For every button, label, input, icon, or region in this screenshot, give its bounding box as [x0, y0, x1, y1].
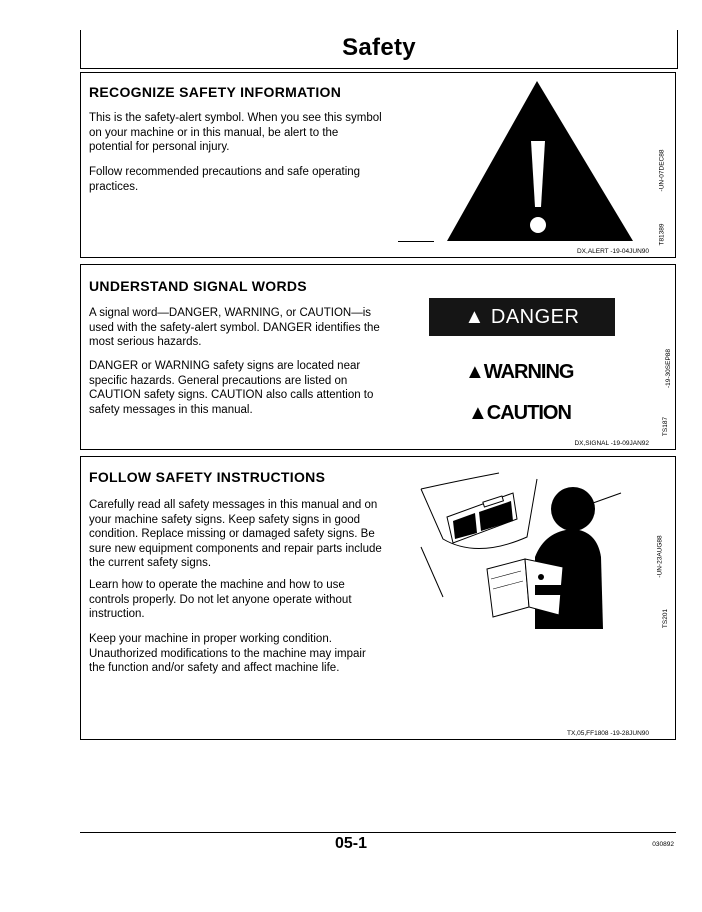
image-code: -UN-23AUG88: [656, 535, 664, 578]
warning-triangle-icon: ▲: [464, 306, 485, 328]
page-number: 05-1: [334, 835, 368, 852]
paragraph: Follow recommended precautions and safe operating practices.: [89, 166, 361, 193]
reference-code: TX,05,FF1808 -19-28JUN90: [566, 730, 649, 737]
warning-label: WARNING: [483, 361, 574, 383]
section-heading: UNDERSTAND SIGNAL WORDS: [89, 278, 307, 294]
danger-sign: [429, 298, 615, 336]
paragraph: Carefully read all safety messages in this manual and on your machine safety signs. Keep safety signs in good condition. Replace missing or damaged safety signs. Be sure new equipment components and repair parts include the current safety signs.: [89, 499, 382, 569]
footer-code: 030892: [652, 841, 674, 848]
section-signal-words: [80, 264, 676, 450]
paragraph: Learn how to operate the machine and how to use controls properly. Do not let anyone operate without instruction.: [89, 579, 352, 620]
safety-alert-symbol-icon: [441, 79, 641, 243]
safety-sign-decal-icon: [447, 493, 517, 543]
section-heading: FOLLOW SAFETY INSTRUCTIONS: [89, 469, 326, 485]
caution-sign: [468, 402, 571, 425]
warning-triangle-icon: ▲: [468, 402, 487, 424]
section-recognize-safety: [80, 72, 676, 258]
paragraph: A signal word—DANGER, WARNING, or CAUTION—is used with the safety-alert symbol. DANGER identifies the most serious hazards.: [89, 307, 380, 348]
caution-label: CAUTION: [486, 402, 571, 424]
image-id: T81389: [658, 223, 666, 246]
warning-triangle-icon: ▲: [465, 361, 484, 383]
warning-sign: [465, 361, 573, 384]
title-frame: [80, 30, 678, 69]
operator-reading-manual-illustration: [417, 467, 633, 629]
paragraph: DANGER or WARNING safety signs are located near specific hazards. General precautions are listed on CAUTION safety signs. CAUTION also calls attention to safety messages in this manual.: [89, 360, 374, 416]
reference-code: DX,SIGNAL -19-09JAN92: [574, 440, 649, 447]
reference-code: DX,ALERT -19-04JUN90: [576, 248, 649, 255]
image-code: -UN-07DEC88: [658, 149, 666, 192]
image-code: -19-30SEP88: [665, 348, 673, 389]
image-id: TS187: [662, 416, 670, 437]
paragraph: Keep your machine in proper working condition. Unauthorized modifications to the machine may impair the function and/or safety and affect machine life.: [89, 633, 366, 674]
paragraph: This is the safety-alert symbol. When you see this symbol on your machine or in this manual, be alert to the potential for personal injury.: [89, 112, 382, 153]
footer-rule: [80, 832, 676, 833]
page-title: Safety: [342, 34, 416, 61]
section-follow-instructions: [80, 456, 676, 740]
image-id: TS201: [662, 608, 670, 629]
danger-label: DANGER: [490, 306, 580, 328]
divider-line: [398, 241, 434, 242]
section-heading: RECOGNIZE SAFETY INFORMATION: [89, 84, 342, 100]
